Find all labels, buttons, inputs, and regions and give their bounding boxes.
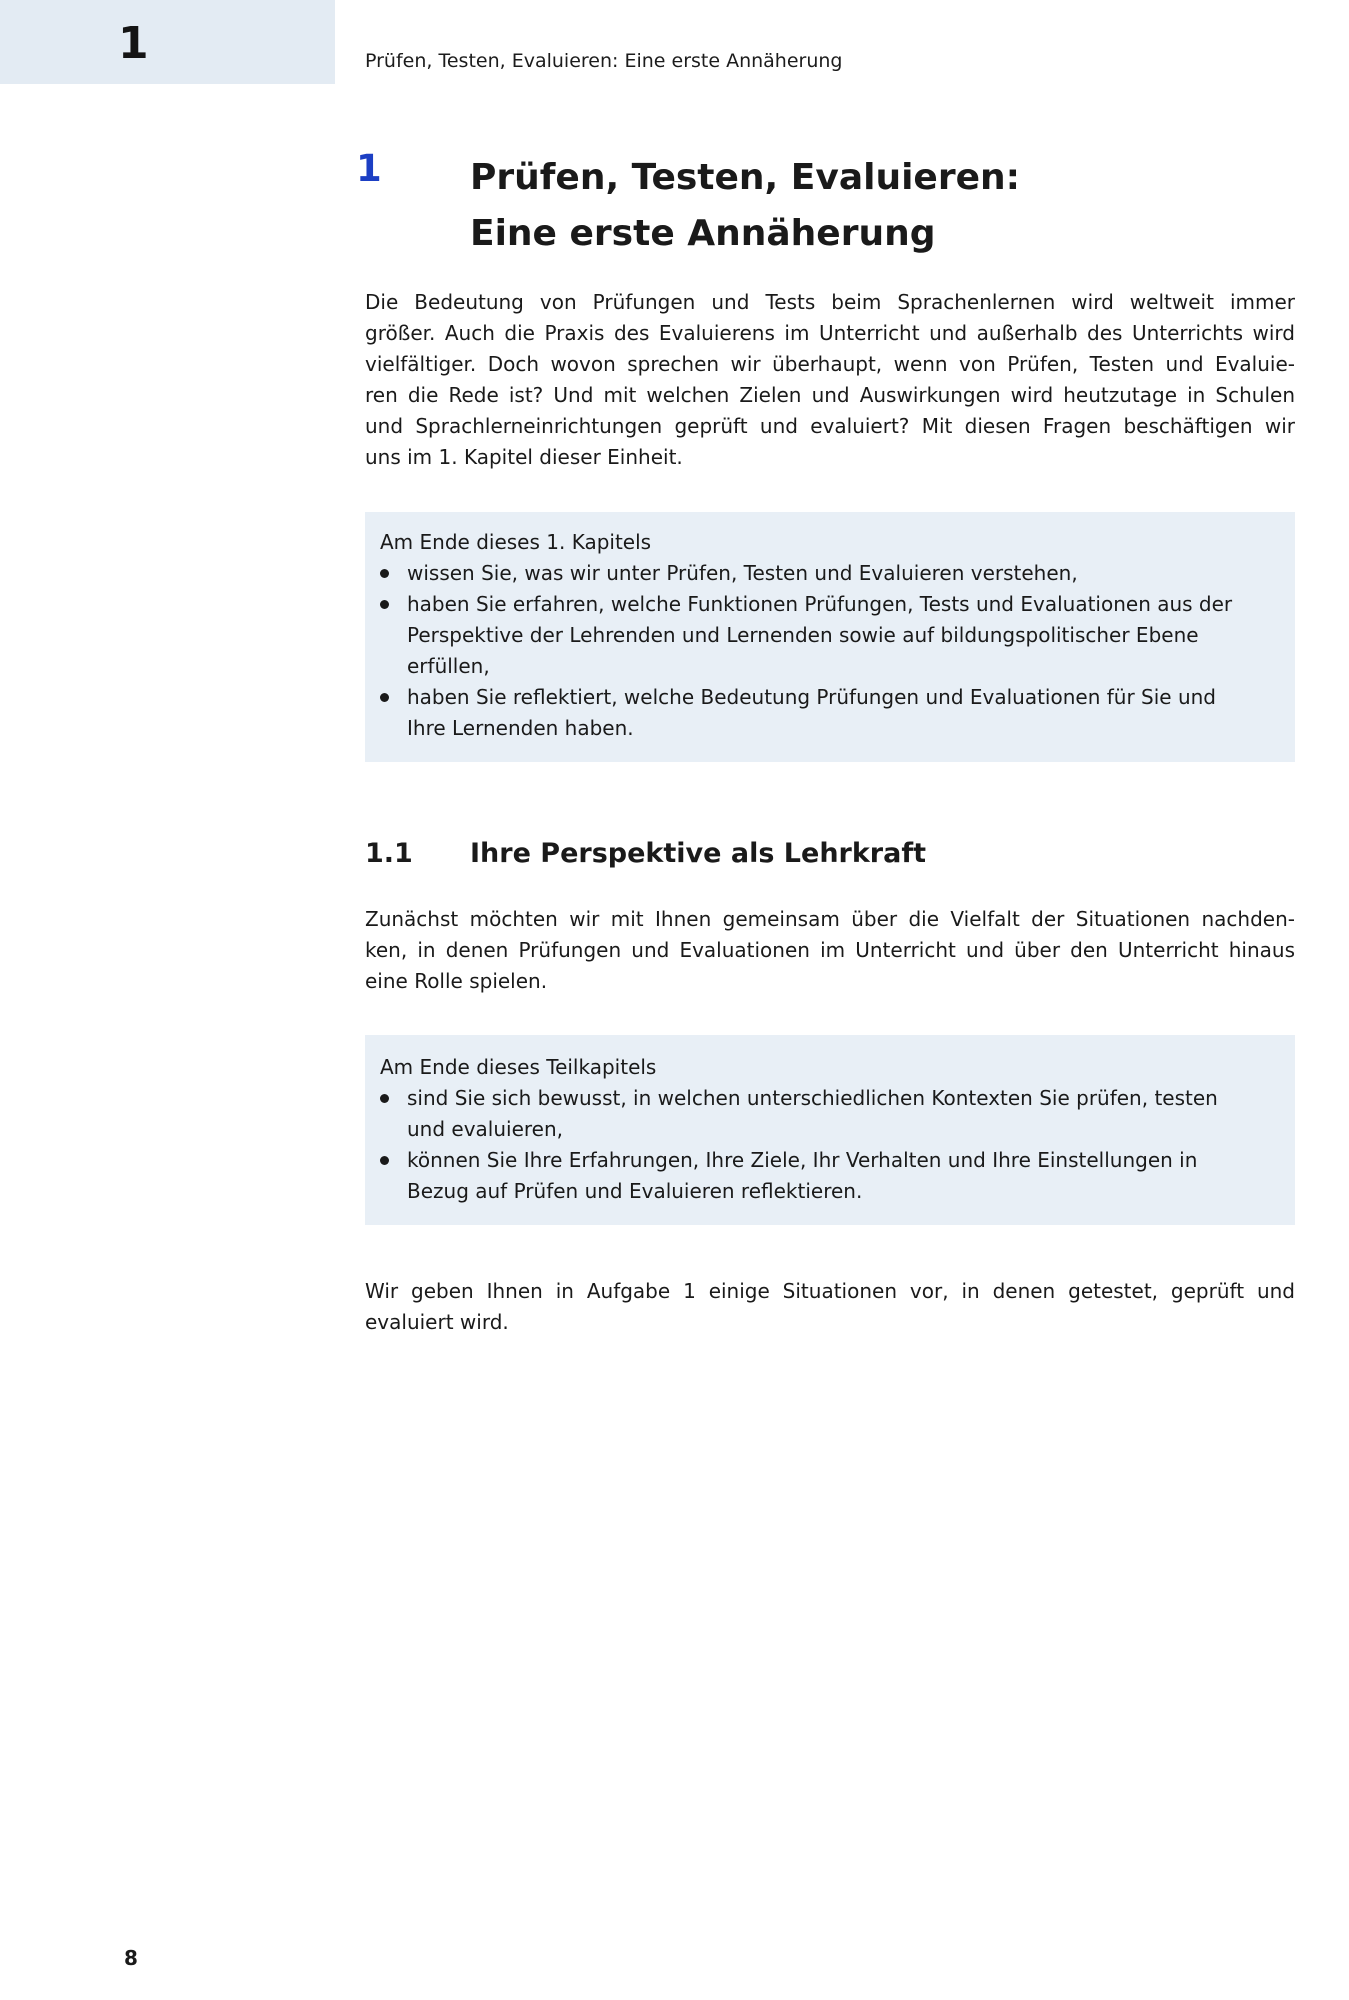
- section-title: Ihre Perspektive als Lehrkraft: [470, 838, 926, 869]
- text-line: evaluiert wird.: [365, 1310, 509, 1334]
- goals-list: [380, 558, 1285, 744]
- goal-item-line: haben Sie reflektiert, welche Bedeutung Prüfungen und Evaluationen für Sie und: [407, 685, 1216, 709]
- goal-item: [380, 558, 1285, 589]
- text-line: Zunächst möchten wir mit Ihnen gemeinsam über die Vielfalt der Situationen nachden-: [365, 907, 1295, 931]
- text-line: uns im 1. Kapitel dieser Einheit.: [365, 445, 683, 469]
- text-line: vielfältiger. Doch wovon sprechen wir überhaupt, wenn von Prüfen, Testen und Evaluie-: [365, 352, 1295, 376]
- text-line: größer. Auch die Praxis des Evaluierens im Unterricht und außerhalb des Unterrichts wird: [365, 321, 1295, 345]
- section-intro-paragraph: [365, 904, 1295, 997]
- text-line: eine Rolle spielen.: [365, 969, 548, 993]
- goal-item-line: und evaluieren,: [407, 1117, 564, 1141]
- chapter-title-line: Eine erste Annäherung: [470, 213, 936, 254]
- goal-item-line: Perspektive der Lehrenden und Lernenden sowie auf bildungspolitischer Ebene: [407, 623, 1199, 647]
- goals-box-title: Am Ende dieses 1. Kapitels: [380, 530, 652, 554]
- page-number: 8: [124, 1946, 138, 1970]
- goal-item-line: Bezug auf Prüfen und Evaluieren reflektieren.: [407, 1179, 863, 1203]
- goal-item: [380, 682, 1285, 744]
- chapter-tab-number: 1: [118, 18, 149, 69]
- text-line: ren die Rede ist? Und mit welchen Zielen und Auswirkungen wird heutzutage in Schulen: [365, 383, 1295, 407]
- text-line: und Sprachlerneinrichtungen geprüft und evaluiert? Mit diesen Fragen beschäftigen wir: [365, 414, 1295, 438]
- goal-item-line: können Sie Ihre Erfahrungen, Ihre Ziele, Ihr Verhalten und Ihre Einstellungen in: [407, 1148, 1198, 1172]
- text-line: ken, in denen Prüfungen und Evaluationen im Unterricht und über den Unterricht hinaus: [365, 938, 1295, 962]
- text-line: Die Bedeutung von Prüfungen und Tests beim Sprachenlernen wird weltweit immer: [365, 290, 1295, 314]
- chapter-heading-number: 1: [356, 147, 382, 190]
- goal-item-line: Ihre Lernenden haben.: [407, 716, 634, 740]
- goals-box-title: Am Ende dieses Teilkapitels: [380, 1055, 657, 1079]
- goal-item: [380, 589, 1285, 682]
- chapter-heading-title: [470, 150, 1020, 262]
- goal-item-line: haben Sie erfahren, welche Funktionen Prüfungen, Tests und Evaluationen aus der: [407, 592, 1233, 616]
- goal-item-line: erfüllen,: [407, 654, 490, 678]
- section-number: 1.1: [365, 838, 413, 869]
- chapter-title-line: Prüfen, Testen, Evaluieren:: [470, 157, 1021, 198]
- running-head-title: Prüfen, Testen, Evaluieren: Eine erste Annäherung: [365, 50, 843, 72]
- subchapter-goals-box: [365, 1035, 1295, 1225]
- goal-item: [380, 1145, 1285, 1207]
- goal-item-line: wissen Sie, was wir unter Prüfen, Testen und Evaluieren verstehen,: [407, 561, 1078, 585]
- chapter-goals-box: [365, 512, 1295, 762]
- goal-item: [380, 1083, 1285, 1145]
- chapter-tab: [0, 0, 335, 84]
- goal-item-line: sind Sie sich bewusst, in welchen unterschiedlichen Kontexten Sie prüfen, testen: [407, 1086, 1218, 1110]
- goals-list: [380, 1083, 1285, 1207]
- intro-paragraph: [365, 287, 1295, 473]
- text-line: Wir geben Ihnen in Aufgabe 1 einige Situationen vor, in denen getestet, geprüft und: [365, 1279, 1295, 1303]
- closing-paragraph: [365, 1276, 1295, 1338]
